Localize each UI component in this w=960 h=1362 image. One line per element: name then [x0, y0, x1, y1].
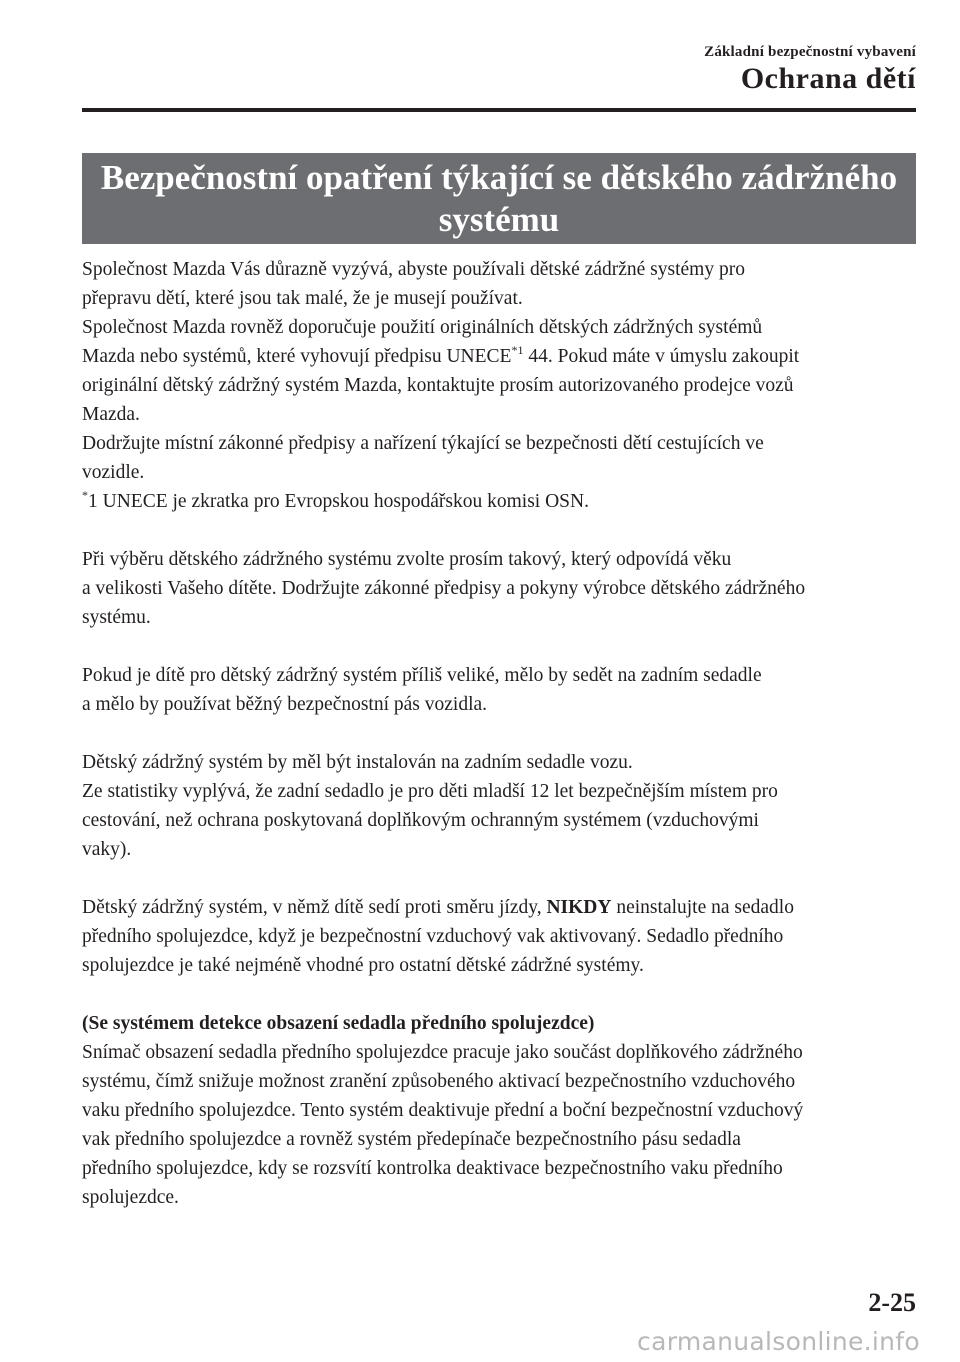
paragraph-gap: [82, 719, 922, 748]
text-line: vaky).: [82, 839, 132, 860]
paragraph-gap: [82, 864, 922, 893]
paragraph-gap: [82, 516, 922, 545]
text-line: [82, 342, 922, 371]
banner-title-line: systému: [438, 200, 560, 239]
text-line: vozidle.: [82, 462, 145, 483]
text-line: cestování, než ochrana poskytovaná doplňkovým ochranným systémem (vzduchovými: [82, 810, 759, 831]
footnote: [82, 487, 922, 516]
text-line: vak předního spolujezdce a rovněž systém předepínače bezpečnostního pásu sedadla: [82, 1129, 741, 1150]
footnote-reference: *1: [511, 343, 524, 357]
text-line: Společnost Mazda Vás důrazně vyzývá, abyste používali dětské zádržné systémy pro: [82, 259, 745, 280]
banner-title-line: Bezpečnostní opatření týkající se dětského zádržného: [100, 158, 898, 197]
text-line: Dodržujte místní zákonné předpisy a nařízení týkající se bezpečnosti dětí cestujících ve: [82, 433, 764, 454]
section-title: Ochrana dětí: [740, 62, 916, 95]
text-line: Snímač obsazení sedadla předního spolujezdce pracuje jako součást doplňkového zádržného: [82, 1042, 803, 1063]
chapter-title: Základní bezpečnostní vybavení: [704, 44, 916, 60]
text-span: Dětský zádržný systém, v němž dítě sedí proti směru jízdy,: [82, 897, 547, 918]
text-span: neinstalujte na sedadlo: [611, 897, 794, 918]
text-line: originální dětský zádržný systém Mazda, kontaktujte prosím autorizovaného prodejce vozů: [82, 375, 794, 396]
watermark: carmanualsonline.info: [637, 1327, 920, 1356]
text-line: Ze statistiky vyplývá, že zadní sedadlo je pro děti mladší 12 let bezpečnějším místem pro: [82, 781, 778, 802]
footnote-text: 1 UNECE je zkratka pro Evropskou hospodářskou komisi OSN.: [88, 491, 589, 512]
text-line: systému.: [82, 607, 151, 628]
text-span: Mazda nebo systémů, které vyhovují předpisu UNECE: [82, 346, 512, 367]
text-line: spolujezdce.: [82, 1187, 179, 1208]
text-line: předního spolujezdce, kdy se rozsvítí kontrolka deaktivace bezpečnostního vaku předního: [82, 1158, 783, 1179]
text-line: předního spolujezdce, když je bezpečnostní vzduchový vak aktivovaný. Sedadlo předního: [82, 926, 784, 947]
text-line: a velikosti Vašeho dítěte. Dodržujte zákonné předpisy a pokyny výrobce dětského zádržného: [82, 578, 806, 599]
text-line: Dětský zádržný systém by měl být instalován na zadním sedadle vozu.: [82, 752, 633, 773]
page-content: [82, 255, 922, 1212]
text-line: Mazda.: [82, 404, 140, 425]
section-banner: [82, 153, 916, 244]
page-number: 2-25: [868, 1288, 916, 1317]
text-line: [82, 893, 922, 922]
text-line: Při výběru dětského zádržného systému zvolte prosím takový, který odpovídá věku: [82, 549, 732, 570]
paragraph-gap: [82, 632, 922, 661]
text-line: Pokud je dítě pro dětský zádržný systém příliš veliké, mělo by sedět na zadním sedadle: [82, 665, 762, 686]
text-line: a mělo by používat běžný bezpečnostní pás vozidla.: [82, 694, 488, 715]
footnote-mark: *: [82, 488, 88, 502]
header-rule: [82, 108, 916, 112]
text-span: 44. Pokud máte v úmyslu zakoupit: [523, 346, 800, 367]
paragraph-gap: [82, 980, 922, 1009]
subsection-heading: (Se systémem detekce obsazení sedadla předního spolujezdce): [82, 1013, 595, 1034]
text-line: přepravu dětí, které jsou tak malé, že je musejí používat.: [82, 288, 523, 309]
text-line: Společnost Mazda rovněž doporučuje použití originálních dětských zádržných systémů: [82, 317, 763, 338]
text-line: systému, čímž snižuje možnost zranění způsobeného aktivací bezpečnostního vzduchového: [82, 1071, 796, 1092]
text-line: vaku předního spolujezdce. Tento systém deaktivuje přední a boční bezpečnostní vzduchový: [82, 1100, 804, 1121]
text-line: spolujezdce je také nejméně vhodné pro ostatní dětské zádržné systémy.: [82, 955, 644, 976]
emphasis-never: NIKDY: [546, 897, 612, 918]
